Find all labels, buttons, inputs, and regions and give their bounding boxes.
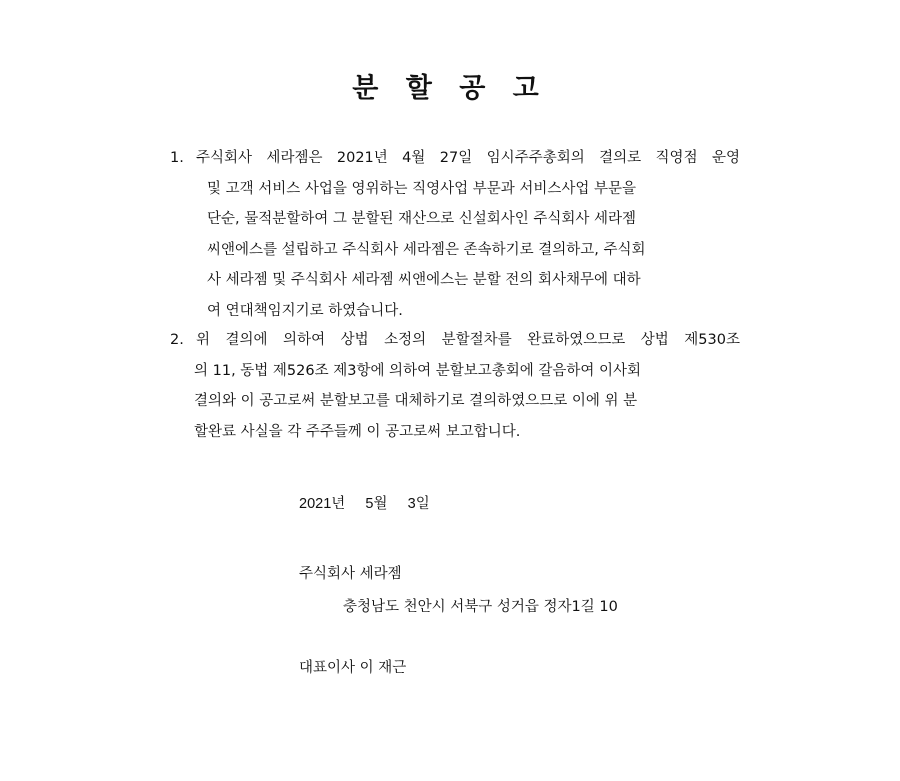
item-1-line-1: 주식회사 세라젬은 2021년 4월 27일 임시주주총회의 결의로 직영점 운영 [196, 150, 740, 166]
notice-item-1 [170, 143, 740, 326]
item-2-line-4: 할완료 사실을 각 주주들께 이 공고로써 보고합니다. [194, 423, 521, 440]
date-month: 5월 [365, 496, 388, 512]
item-2-line-1: 위 결의에 의하여 상법 소정의 분할절차를 완료하였으므로 상법 제530조 [196, 332, 740, 348]
notice-item-2 [170, 325, 740, 447]
company-name: 주식회사 세라젬 [299, 566, 402, 582]
item-1-line-3: 단순, 물적분할하여 그 분할된 재산으로 신설회사인 주식회사 세라젬 [207, 211, 637, 227]
item-1-line-2: 및 고객 서비스 사업을 영위하는 직영사업 부문과 서비스사업 부문을 [207, 180, 637, 197]
date-day: 3일 [407, 496, 430, 512]
item-1-line-6: 여 연대책임지기로 하였습니다. [207, 302, 403, 319]
item-number: 1. [170, 150, 184, 166]
item-1-line-4: 씨앤에스를 설립하고 주식회사 세라젬은 존속하기로 결의하고, 주식회 [207, 241, 646, 258]
notice-date [299, 493, 430, 515]
representative-name: 대표이사 이 재근 [299, 660, 407, 676]
company-address: 충청남도 천안시 서북구 성거읍 정자1길 10 [343, 599, 618, 615]
item-number: 2. [170, 332, 184, 348]
item-2-line-3: 결의와 이 공고로써 분할보고를 대체하기로 결의하였으므로 이에 위 분 [194, 393, 638, 409]
date-year: 2021년 [299, 496, 346, 512]
notice-title: 분 할 공 고 [352, 73, 548, 104]
item-1-line-5: 사 세라젬 및 주식회사 세라젬 씨앤에스는 분할 전의 회사채무에 대하 [207, 272, 641, 288]
item-2-line-2: 의 11, 동법 제526조 제3항에 의하여 분할보고총회에 갈음하여 이사회 [194, 362, 642, 379]
